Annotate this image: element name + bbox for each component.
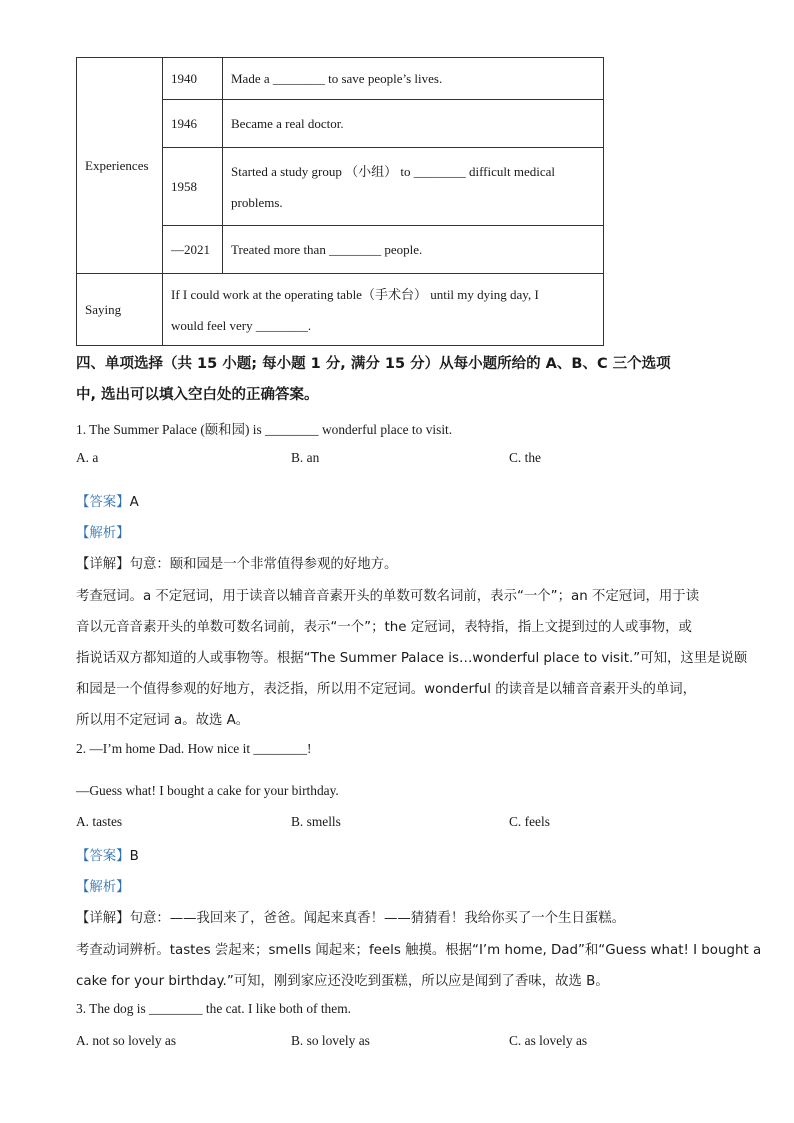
saying-line: If I could work at the operating table（手术台） until my dying day, I — [171, 286, 539, 302]
detail-line — [76, 553, 397, 572]
option-b: B. an — [291, 450, 320, 465]
explanation-line: cake for your birthday.”可知，刚到家应还没吃到蛋糕，所以应是闻到了香味，故选 B。 — [76, 974, 609, 989]
option-a: A. tastes — [76, 814, 123, 829]
detail-line — [76, 907, 625, 926]
event-line: problems. — [231, 194, 283, 210]
option-c: C. as lovely as — [509, 1033, 588, 1048]
question-stem-line2: —Guess what! I bought a cake for your birthday. — [76, 783, 339, 798]
question-stem: 1. The Summer Palace (颐和园) is ________ wonderful place to visit. — [76, 422, 453, 437]
explanation-line: 音以元音音素开头的单数可数名词前，表示“一个”；the 定冠词，表特指，指上文提到过的人或事物，或 — [76, 620, 692, 635]
detail-text: 句意：颐和园是一个非常值得参观的好地方。 — [129, 557, 398, 572]
explanation-line: 所以用不定冠词 a。故选 A。 — [76, 713, 250, 728]
question-stem: 2. —I’m home Dad. How nice it ________! — [76, 741, 312, 756]
saying-cell — [163, 274, 604, 346]
option-b: B. smells — [291, 814, 341, 829]
analysis-tag: 【解析】 — [76, 880, 130, 895]
year-cell: —2021 — [163, 226, 223, 274]
explanation-line: 考查动词辨析。tastes 尝起来；smells 闻起来；feels 触摸。根据“I’m home, Dad”和“Guess what! I bought a — [76, 943, 762, 958]
explanation-line: 考查冠词。a 不定冠词，用于读音以辅音音素开头的单数可数名词前，表示“一个”；an 不定冠词，用于读 — [76, 589, 700, 604]
event-cell: Became a real doctor. — [223, 100, 604, 148]
answer-value: A — [129, 495, 139, 510]
section-heading: 中, 选出可以填入空白处的正确答案。 — [76, 387, 319, 403]
option-c: C. the — [509, 450, 541, 465]
detail-tag: 【详解】 — [76, 911, 130, 926]
answer-line — [76, 845, 139, 864]
detail-text: 句意：——我回来了，爸爸。闻起来真香！——猜猜看！我给你买了一个生日蛋糕。 — [129, 911, 626, 926]
section-heading: 四、单项选择（共 15 小题; 每小题 1 分, 满分 15 分）从每小题所给的 A、B、C 三个选项 — [76, 356, 671, 372]
year-cell: 1940 — [163, 58, 223, 100]
event-cell — [223, 148, 604, 226]
year-cell: 1958 — [163, 148, 223, 226]
answer-tag: 【答案】 — [76, 849, 130, 864]
explanation-line: 和园是一个值得参观的好地方，表泛指，所以用不定冠词。wonderful 的读音是以辅音音素开头的单词， — [76, 682, 697, 697]
experiences-label: Experiences — [77, 58, 163, 274]
question-stem: 3. The dog is ________ the cat. I like both of them. — [76, 1001, 351, 1016]
event-cell: Made a ________ to save people’s lives. — [223, 58, 604, 100]
detail-tag: 【详解】 — [76, 557, 130, 572]
option-a: A. not so lovely as — [76, 1033, 177, 1048]
answer-line — [76, 491, 139, 510]
answer-tag: 【答案】 — [76, 495, 130, 510]
saying-line: would feel very ________. — [171, 317, 312, 333]
analysis-tag: 【解析】 — [76, 526, 130, 541]
event-cell: Treated more than ________ people. — [223, 226, 604, 274]
option-a: A. a — [76, 450, 99, 465]
saying-label: Saying — [77, 274, 163, 346]
event-line: Started a study group （小组） to ________ difficult medical — [231, 163, 555, 179]
option-c: C. feels — [509, 814, 550, 829]
info-table — [76, 57, 604, 346]
year-cell: 1946 — [163, 100, 223, 148]
option-b: B. so lovely as — [291, 1033, 370, 1048]
explanation-line: 指说话双方都知道的人或事物等。根据“The Summer Palace is…wonderful place to visit.”可知，这里是说颐 — [76, 651, 748, 666]
answer-value: B — [129, 849, 139, 864]
